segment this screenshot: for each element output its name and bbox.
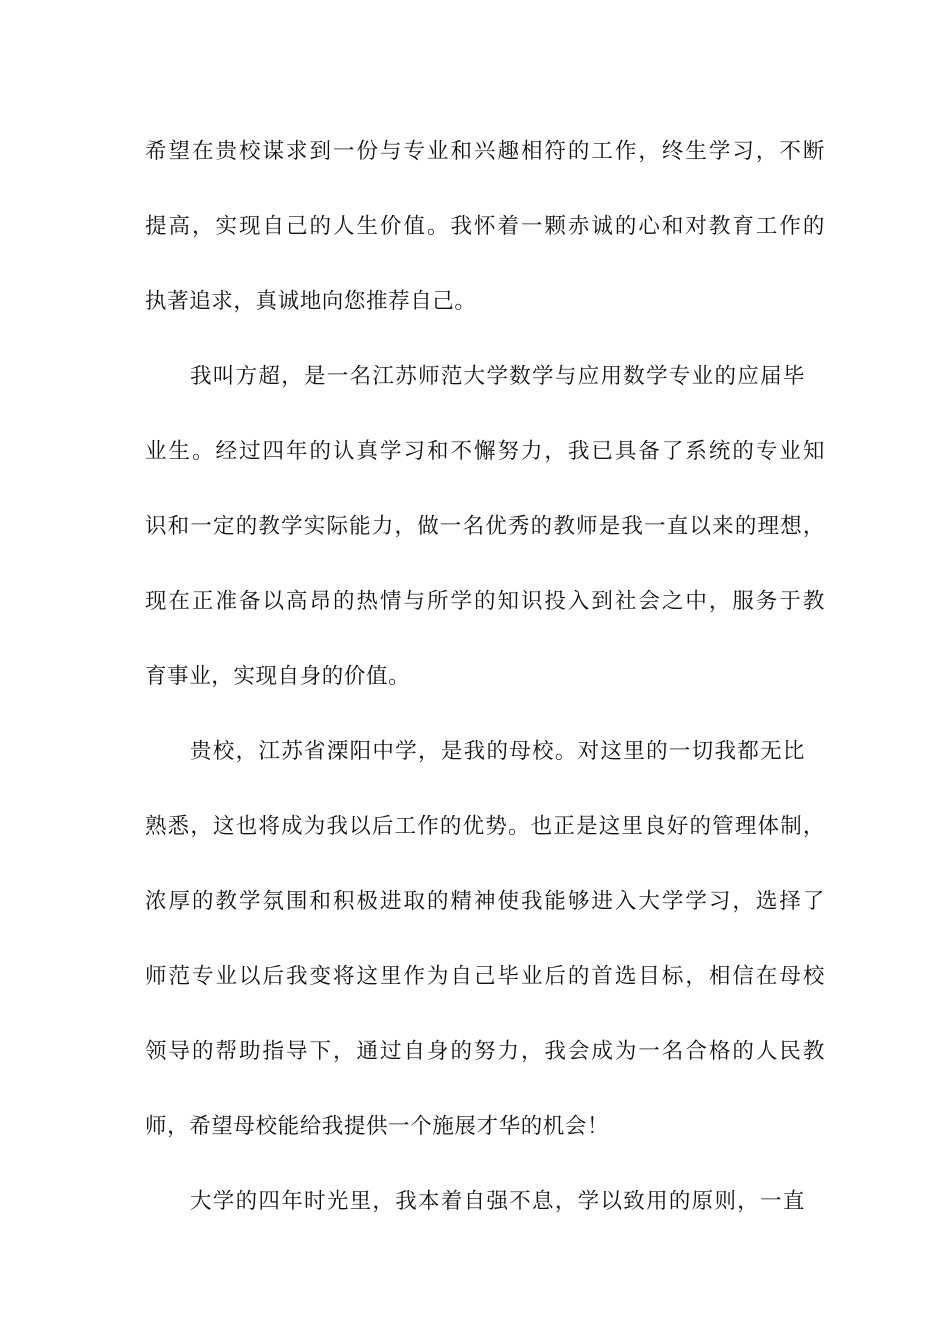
text-line: 执著追求，真诚地向您推荐自己。 — [145, 289, 477, 314]
text-line: 熟悉，这也将成为我以后工作的优势。也正是这里良好的管理体制， — [145, 814, 825, 839]
text-line: 提高，实现自己的人生价值。我怀着一颗赤诚的心和对教育工作的 — [145, 214, 825, 239]
text-line: 师，希望母校能给我提供一个施展才华的机会！ — [145, 1114, 610, 1139]
text-line: 师范专业以后我变将这里作为自己毕业后的首选目标，相信在母校 — [145, 964, 825, 989]
paragraph-first-line: 我叫方超，是一名江苏师范大学数学与应用数学专业的应届毕 — [190, 364, 805, 389]
text-line: 识和一定的教学实际能力，做一名优秀的教师是我一直以来的理想， — [145, 514, 825, 539]
text-line: 业生。经过四年的认真学习和不懈努力，我已具备了系统的专业知 — [145, 439, 825, 464]
text-line: 希望在贵校谋求到一份与专业和兴趣相符的工作，终生学习，不断 — [145, 139, 825, 164]
text-line: 领导的帮助指导下，通过自身的努力，我会成为一名合格的人民教 — [145, 1039, 825, 1064]
text-line: 育事业，实现自身的价值。 — [145, 664, 411, 689]
text-line: 浓厚的教学氛围和积极进取的精神使我能够进入大学学习，选择了 — [145, 889, 825, 914]
text-line: 现在正准备以高昂的热情与所学的知识投入到社会之中，服务于教 — [145, 589, 825, 614]
paragraph-first-line: 大学的四年时光里，我本着自强不息，学以致用的原则，一直 — [190, 1189, 805, 1214]
paragraph-first-line: 贵校，江苏省溧阳中学，是我的母校。对这里的一切我都无比 — [190, 739, 805, 764]
